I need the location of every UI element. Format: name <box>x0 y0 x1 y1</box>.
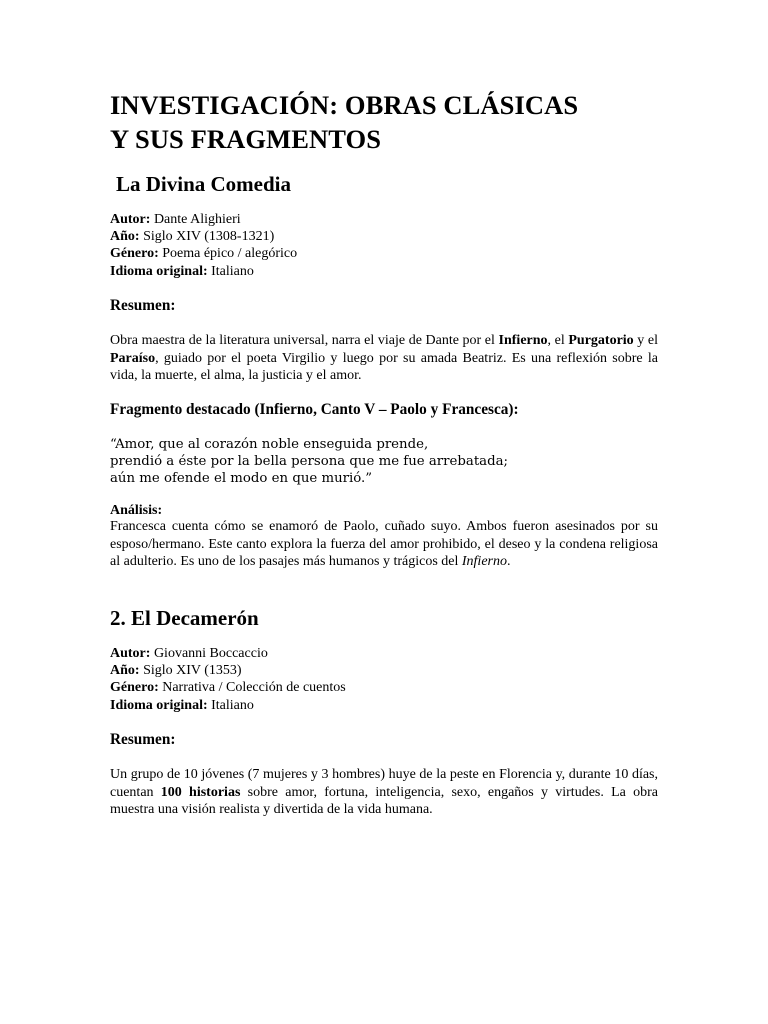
work1-autor-row <box>110 211 297 228</box>
autor-label: Autor: <box>110 646 151 661</box>
work1-anio-row <box>110 228 297 245</box>
work1-analisis-label <box>110 502 162 519</box>
resumen-bold-historias: 100 historias <box>160 784 241 800</box>
genero-label: Género: <box>110 680 159 696</box>
work2-metadata <box>110 645 346 714</box>
analisis-end: . <box>506 554 511 570</box>
idioma-value: Italiano <box>211 263 254 279</box>
work1-metadata <box>110 211 297 280</box>
quote-line: aún me ofende el modo en que murió.” <box>110 471 373 486</box>
resumen-bold-paraiso: Paraíso <box>110 350 156 366</box>
work2-resumen-text <box>110 766 658 819</box>
autor-label: Autor: <box>110 212 151 227</box>
work1-idioma-row <box>110 263 297 280</box>
work1-resumen-heading: Resumen: <box>110 297 176 314</box>
work2-anio-row <box>110 662 346 679</box>
work2-autor-row <box>110 645 346 662</box>
quote-line: prendió a éste por la bella persona que me fue arrebatada; <box>110 454 509 469</box>
analisis-italic: Infierno <box>461 554 507 570</box>
genero-value: Poema épico / alegórico <box>162 246 298 262</box>
work2-resumen-heading: Resumen: <box>110 731 176 748</box>
work1-genero-row <box>110 245 297 262</box>
genero-label: Género: <box>110 246 159 262</box>
work2-heading: 2. El Decamerón <box>110 606 259 630</box>
resumen-text-part: Un grupo de 10 jóvenes (7 mujeres y 3 hombres) huye de la peste en Florencia y, durante 10 días, cuentan <box>110 767 658 800</box>
idioma-value: Italiano <box>211 697 254 713</box>
resumen-text-part: Obra maestra de la literatura universal, narra el viaje de Dante por el <box>110 333 499 348</box>
anio-label: Año: <box>110 229 140 245</box>
idioma-label: Idioma original: <box>110 263 208 279</box>
genero-value: Narrativa / Colección de cuentos <box>162 680 346 696</box>
anio-label: Año: <box>110 663 140 679</box>
resumen-text-part: y el <box>633 333 659 348</box>
document-title <box>110 88 670 156</box>
work2-genero-row <box>110 679 346 696</box>
work1-resumen-text <box>110 332 658 385</box>
title-line-2: Y SUS FRAGMENTOS <box>110 124 382 154</box>
resumen-text-part: , guiado por el poeta Virgilio y luego por su amada Beatriz. Es una reflexión sobre la vida, la muerte, el alma, la justicia y el amor. <box>110 350 658 384</box>
autor-value: Giovanni Boccaccio <box>153 646 268 661</box>
work2-idioma-row <box>110 697 346 714</box>
analisis-body: Francesca cuenta cómo se enamoró de Paolo, cuñado suyo. Ambos fueron asesinados por su esposo/hermano. Este canto explora la fuerza del amor prohibido, el deseo y la condena religiosa al adulterio. Es uno de los pasajes más humanos y trágicos del <box>110 519 658 570</box>
idioma-label: Idioma original: <box>110 697 208 713</box>
resumen-text-part: , el <box>547 333 569 348</box>
work1-analisis-text <box>110 518 658 571</box>
work1-fragmento-quote <box>110 436 508 487</box>
autor-value: Dante Alighieri <box>153 212 241 227</box>
work1-heading: La Divina Comedia <box>116 172 292 196</box>
work1-fragmento-heading: Fragmento destacado (Infierno, Canto V – Paolo y Francesca): <box>110 401 519 418</box>
anio-value: Siglo XIV (1353) <box>143 663 242 679</box>
analisis-label: Análisis: <box>110 503 163 518</box>
resumen-bold-infierno: Infierno <box>498 333 548 348</box>
anio-value: Siglo XIV (1308-1321) <box>143 229 275 245</box>
title-line-1: INVESTIGACIÓN: OBRAS CLÁSICAS <box>110 90 579 120</box>
resumen-bold-purgatorio: Purgatorio <box>568 333 634 348</box>
quote-line: “Amor, que al corazón noble enseguida prende, <box>110 437 429 452</box>
resumen-text-part: sobre amor, fortuna, inteligencia, sexo, engaños y virtudes. La obra muestra una visión realista y divertida de la vida humana. <box>110 784 659 818</box>
